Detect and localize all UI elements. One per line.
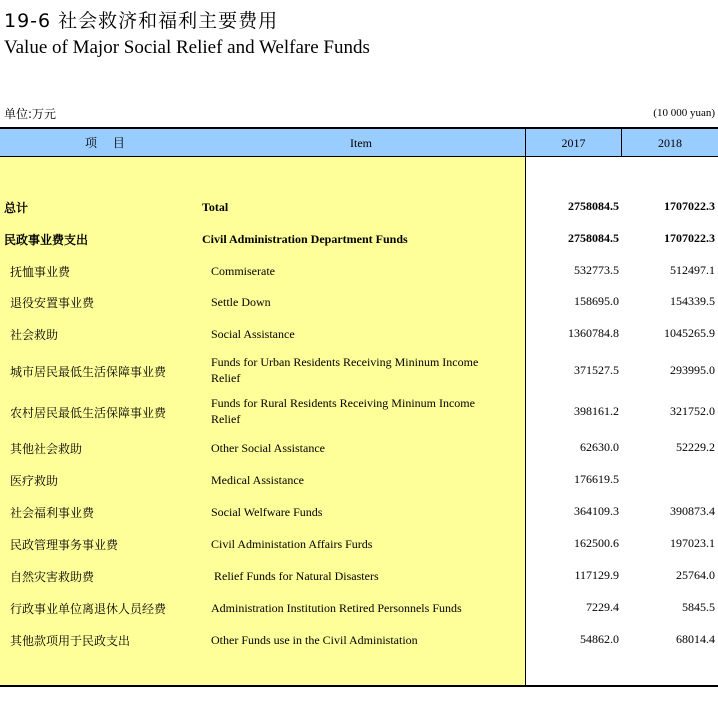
row-value-2018: 154339.5: [670, 294, 715, 308]
header-year-2018: 2018: [658, 136, 682, 150]
table-title-english: Value of Major Social Relief and Welfare Funds: [4, 37, 370, 58]
row-value-2017: 364109.3: [574, 504, 619, 518]
row-label-chinese: 社会福利事业费: [10, 506, 95, 520]
row-value-2017: 2758084.5: [568, 199, 619, 213]
row-value-2018: 1707022.3: [664, 231, 715, 245]
row-label-english: Funds for Rural Residents Receiving Mininum Income Relief: [211, 396, 475, 426]
data-table: [0, 127, 718, 687]
row-label-chinese: 民政事业费支出: [4, 233, 89, 247]
row-label-chinese: 抚恤事业费: [10, 265, 71, 279]
row-value-2018: 293995.0: [670, 363, 715, 377]
row-value-2018: 52229.2: [676, 440, 715, 454]
row-label-chinese: 自然灾害救助费: [10, 570, 95, 584]
row-label-chinese: 城市居民最低生活保障事业费: [10, 365, 167, 379]
row-label-chinese: 民政管理事务事业费: [10, 538, 119, 552]
row-value-2017: 7229.4: [586, 600, 619, 614]
row-label-english: Social Welfware Funds: [211, 505, 323, 519]
column-divider: [525, 129, 526, 685]
row-value-2018: 321752.0: [670, 404, 715, 418]
row-value-2018: 5845.5: [682, 600, 715, 614]
row-label-chinese: 总计: [4, 201, 29, 215]
row-value-2018: 68014.4: [676, 632, 715, 646]
row-value-2017: 532773.5: [574, 263, 619, 277]
row-value-2017: 62630.0: [580, 440, 619, 454]
row-value-2017: 54862.0: [580, 632, 619, 646]
row-value-2018: 197023.1: [670, 536, 715, 550]
row-label-chinese: 其他社会救助: [10, 442, 83, 456]
row-value-2017: 158695.0: [574, 294, 619, 308]
row-value-2017: 176619.5: [574, 472, 619, 486]
header-item-english: Item: [350, 136, 372, 150]
row-label-chinese: 其他款项用于民政支出: [10, 634, 131, 648]
row-label-english: Settle Down: [211, 295, 271, 309]
row-value-2018: 390873.4: [670, 504, 715, 518]
row-label-english: Funds for Urban Residents Receiving Mininum Income Relief: [211, 355, 479, 385]
row-label-english: Civil Administation Affairs Furds: [211, 537, 373, 551]
row-value-2017: 117129.9: [574, 568, 619, 582]
row-label-chinese: 农村居民最低生活保障事业费: [10, 406, 167, 420]
row-label-english: Other Funds use in the Civil Administation: [211, 633, 418, 647]
header-item-chinese: 项 目: [85, 136, 131, 150]
row-label-english: Administration Institution Retired Personnels Funds: [211, 601, 462, 615]
row-label-english: Social Assistance: [211, 327, 295, 341]
row-label-chinese: 行政事业单位离退休人员经费: [10, 602, 167, 616]
row-label-english: Commiserate: [211, 264, 275, 278]
row-label-english: Total: [202, 200, 229, 214]
row-label-english: Medical Assistance: [211, 473, 304, 487]
row-value-2018: 25764.0: [676, 568, 715, 582]
header-year-2017: 2017: [561, 136, 586, 150]
table-title-chinese: 19-6 社会救济和福利主要费用: [4, 10, 279, 32]
row-label-chinese: 退役安置事业费: [10, 296, 95, 310]
row-value-2017: 2758084.5: [568, 231, 619, 245]
row-value-2017: 1360784.8: [568, 326, 619, 340]
unit-label-chinese: 单位:万元: [4, 107, 57, 121]
row-value-2017: 371527.5: [574, 363, 619, 377]
row-label-chinese: 医疗救助: [10, 474, 59, 488]
row-label-english: Civil Administration Department Funds: [202, 232, 408, 246]
row-value-2018: 1045265.9: [664, 326, 715, 340]
row-value-2018: 512497.1: [670, 263, 715, 277]
row-label-english: Other Social Assistance: [211, 441, 325, 455]
unit-label-english: (10 000 yuan): [653, 107, 715, 119]
row-value-2017: 398161.2: [574, 404, 619, 418]
row-label-chinese: 社会救助: [10, 328, 59, 342]
row-label-english: Relief Funds for Natural Disasters: [211, 569, 379, 583]
table-bottom-rule: [0, 685, 718, 687]
row-value-2018: 1707022.3: [664, 199, 715, 213]
row-value-2017: 162500.6: [574, 536, 619, 550]
